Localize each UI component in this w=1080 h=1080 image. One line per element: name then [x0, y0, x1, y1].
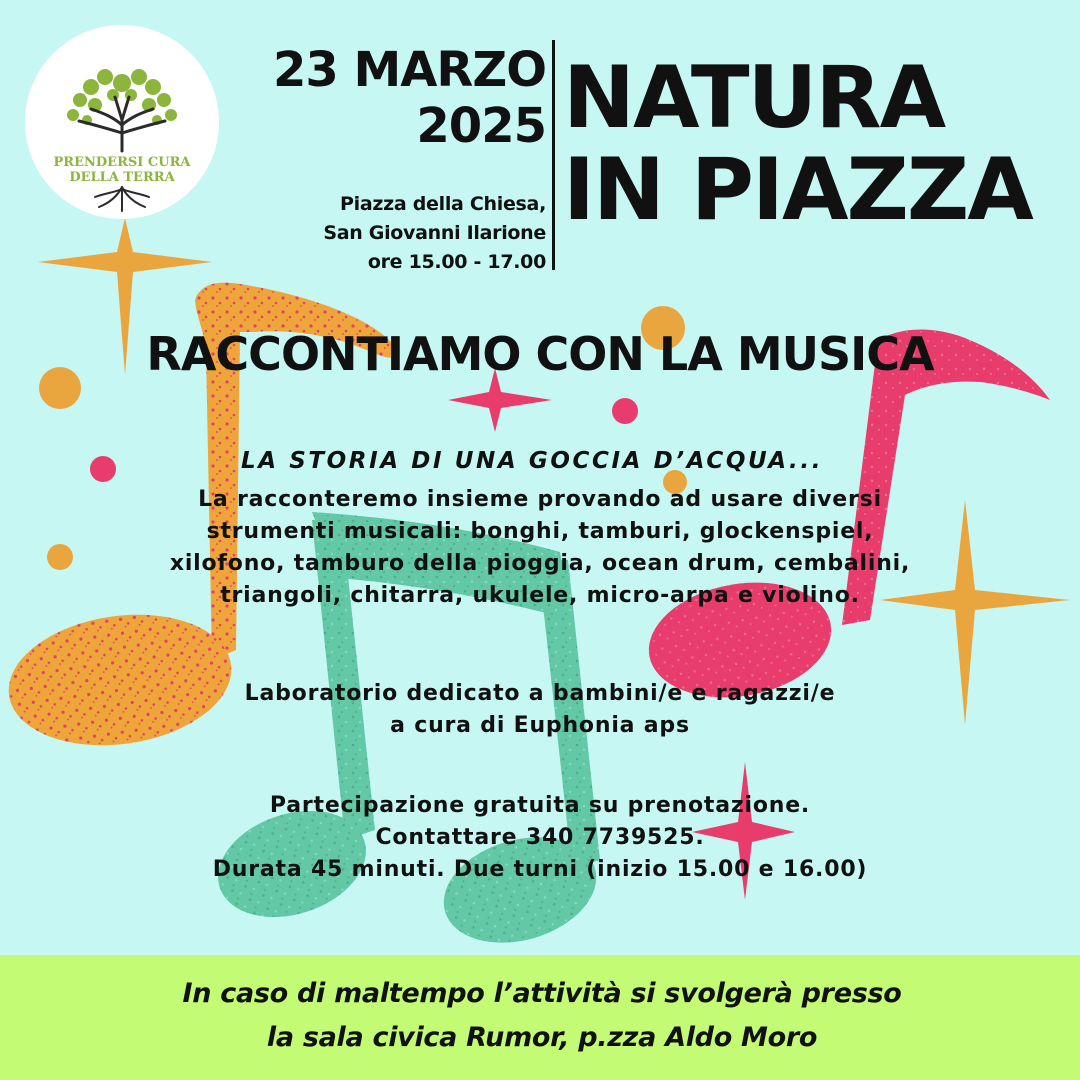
- footer-line1: In caso di maltempo l’attività si svolgerà presso: [182, 978, 902, 1009]
- story-line: xilofono, tamburo della pioggia, ocean drum, cembalini,: [169, 551, 911, 576]
- footer-line2: la sala civica Rumor, p.zza Aldo Moro: [266, 1022, 818, 1053]
- lab-line2: a cura di Euphonia aps: [390, 713, 690, 738]
- story-line: La racconteremo insieme provando ad usare diversi: [198, 487, 882, 512]
- info-line2: Contattare 340 7739525.: [375, 825, 705, 850]
- event-title: [563, 48, 1032, 240]
- event-date-year: 2025: [416, 98, 546, 154]
- story-description: [0, 484, 1080, 612]
- location-line1: Piazza della Chiesa,: [340, 193, 546, 215]
- logo-text-line1: PRENDERSI CURA: [53, 155, 191, 170]
- logo-text-line2: DELLA TERRA: [69, 170, 175, 185]
- title-line2: IN PIAZZA: [563, 140, 1032, 240]
- event-date: [273, 42, 546, 154]
- info-line3: Durata 45 minuti. Due turni (inizio 15.00 e 16.00): [212, 857, 868, 882]
- event-time: ore 15.00 - 17.00: [367, 251, 546, 273]
- dot-icon: [612, 398, 638, 424]
- title-line1: NATURA: [563, 48, 945, 148]
- event-subtitle: RACCONTIAMO CON LA MUSICA: [146, 327, 934, 381]
- info-line1: Partecipazione gratuita su prenotazione.: [269, 793, 811, 818]
- story-line: strumenti musicali: bonghi, tamburi, glockenspiel,: [206, 519, 874, 544]
- lab-line1: Laboratorio dedicato a bambini/e e ragazzi/e: [244, 681, 836, 706]
- event-location: [323, 190, 546, 277]
- logo: [25, 25, 219, 219]
- location-line2: San Giovanni Ilarione: [323, 222, 546, 244]
- tree-icon: [25, 25, 219, 219]
- story-heading: LA STORIA DI UNA GOCCIA D’ACQUA...: [240, 448, 824, 474]
- event-date-day-month: 23 MARZO: [273, 42, 546, 98]
- participation-info: [0, 790, 1080, 886]
- lab-info: [0, 678, 1080, 742]
- divider: [552, 40, 555, 270]
- footer-text: [0, 972, 1080, 1060]
- story-line: triangoli, chitarra, ukulele, micro-arpa e violino.: [220, 583, 860, 608]
